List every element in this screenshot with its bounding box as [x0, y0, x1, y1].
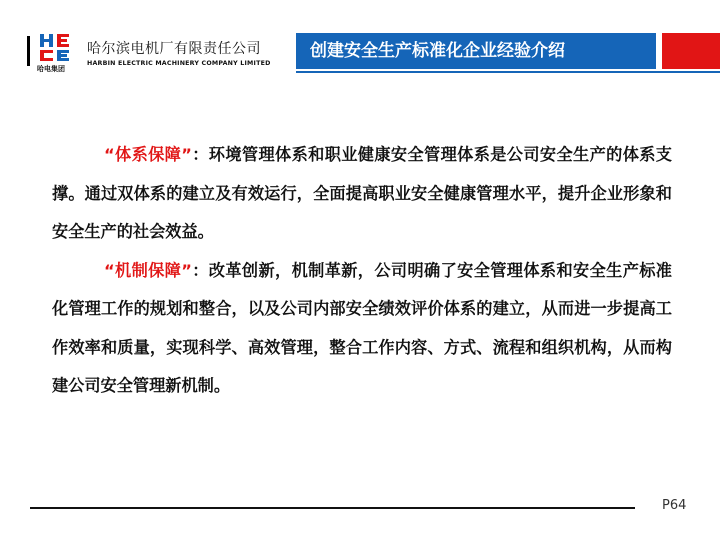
logo-group-name: 哈电集团: [37, 65, 65, 73]
keyword-system-guarantee: “体系保障”: [104, 145, 192, 164]
paragraph-system-guarantee: [52, 136, 672, 252]
slide-body: [52, 136, 672, 406]
paragraph-mechanism-guarantee: [52, 252, 672, 406]
title-accent-block: [662, 33, 720, 69]
harbin-electric-logo-icon: [38, 32, 72, 66]
company-name-cn: 哈尔滨电机厂有限责任公司: [87, 41, 261, 57]
page-number: P64: [662, 498, 687, 513]
header-underline: [296, 71, 720, 73]
slide-title-banner: [296, 33, 656, 69]
keyword-mechanism-guarantee: “机制保障”: [104, 260, 192, 280]
header: [0, 0, 720, 80]
slide-title: 创建安全生产标准化企业经验介绍: [310, 41, 565, 61]
paragraph-text: ：环境管理体系和职业健康安全管理体系是公司安全生产的体系支撑。通过双体系的建立及有效运行，全面提高职业安全健康管理水平，提升企业形象和安全生产的社会效益。: [52, 145, 672, 241]
company-name-en: HARBIN ELECTRIC MACHINERY COMPANY LIMITED: [87, 60, 271, 67]
footer-divider: [30, 507, 635, 509]
paragraph-text: ：改革创新，机制革新，公司明确了安全管理体系和安全生产标准化管理工作的规划和整合，以及公司内部安全绩效评价体系的建立，从而进一步提高工作效率和质量，实现科学、高效管理，整合工作内容、方式、流程和组织机构，从而构建公司安全管理新机制。: [52, 260, 672, 395]
logo-divider-bar: [27, 36, 30, 66]
